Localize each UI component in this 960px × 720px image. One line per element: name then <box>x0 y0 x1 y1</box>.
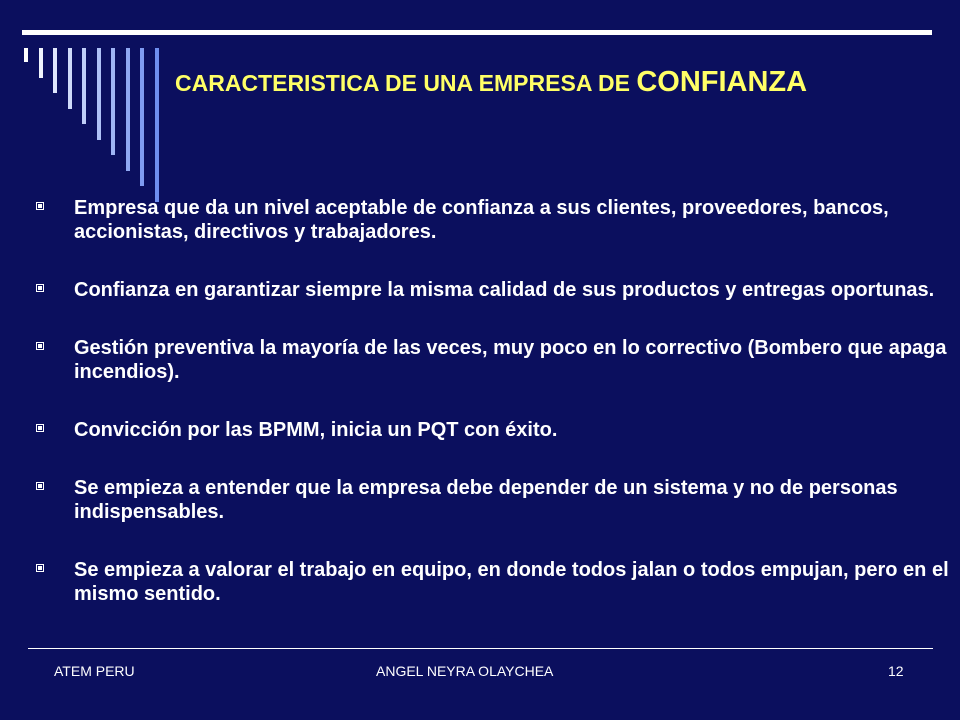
bullet-text: Empresa que da un nivel aceptable de confianza a sus clientes, proveedores, bancos, accionistas, directivos y trabajadores. <box>74 197 889 243</box>
page-number: 12 <box>888 663 904 679</box>
bullet-item <box>30 418 960 442</box>
footer-author: ANGEL NEYRA OLAYCHEA <box>376 663 554 679</box>
footer-organization: ATEM PERU <box>54 663 135 679</box>
decorative-bar <box>24 48 28 62</box>
decorative-bar <box>140 48 144 186</box>
bullet-item <box>30 558 960 606</box>
title-part-2: CONFIANZA <box>636 66 808 98</box>
bullet-item <box>30 278 960 302</box>
square-bullet-icon <box>36 200 46 210</box>
decorative-bar <box>126 48 130 171</box>
decorative-bar <box>39 48 43 78</box>
square-bullet-icon <box>36 480 46 490</box>
bullet-item <box>30 476 960 524</box>
decorative-bar <box>155 48 159 202</box>
square-bullet-icon <box>36 340 46 350</box>
title-part-1: CARACTERISTICA DE UNA EMPRESA DE <box>175 70 637 96</box>
slide-title <box>175 66 945 99</box>
decorative-bar <box>111 48 115 155</box>
decorative-bar <box>53 48 57 93</box>
decorative-bar <box>82 48 86 124</box>
bullet-item <box>30 336 960 384</box>
decorative-bar <box>68 48 72 109</box>
square-bullet-icon <box>36 422 46 432</box>
bullet-text: Gestión preventiva la mayoría de las veces, muy poco en lo correctivo (Bombero que apaga incendios). <box>74 337 947 383</box>
bullet-item <box>30 196 960 244</box>
square-bullet-icon <box>36 562 46 572</box>
footer-rule <box>28 648 933 649</box>
bullet-text: Convicción por las BPMM, inicia un PQT con éxito. <box>74 419 558 441</box>
bullet-text: Se empieza a entender que la empresa debe depender de un sistema y no de personas indispensables. <box>74 477 898 523</box>
bullet-text: Se empieza a valorar el trabajo en equipo, en donde todos jalan o todos empujan, pero en el mismo sentido. <box>74 559 949 605</box>
bullet-text: Confianza en garantizar siempre la misma calidad de sus productos y entregas oportunas. <box>74 279 935 301</box>
square-bullet-icon <box>36 282 46 292</box>
decorative-bar <box>97 48 101 140</box>
bullet-list <box>30 196 960 640</box>
